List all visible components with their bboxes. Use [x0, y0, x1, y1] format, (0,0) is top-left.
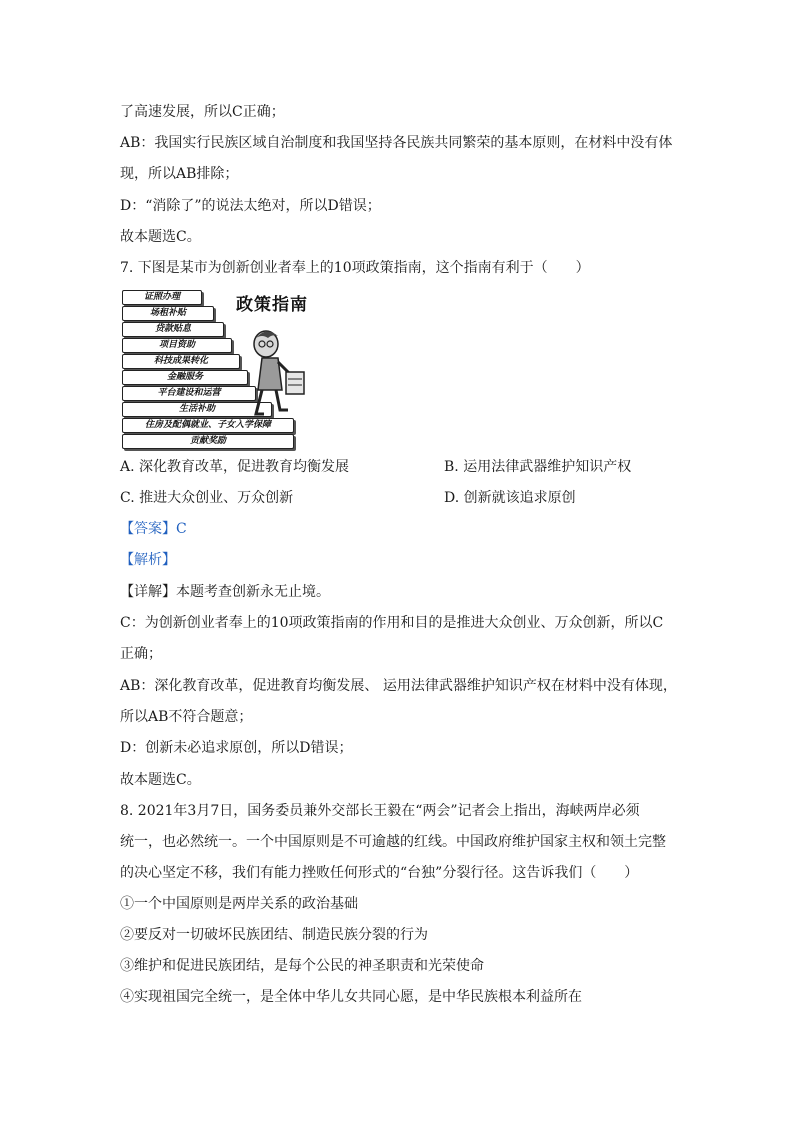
- policy-step: 科技成果转化: [122, 354, 240, 369]
- policy-step: 住房及配偶就业、子女入学保障: [122, 418, 294, 433]
- policy-step: 金融服务: [122, 370, 248, 385]
- analysis-line: 所以AB不符合题意；: [120, 709, 253, 725]
- answer-label: 【答案】C: [120, 521, 187, 537]
- policy-step: 平台建设和运营: [122, 386, 256, 401]
- option-b: B. 运用法律武器维护知识产权: [444, 459, 632, 475]
- analysis-line: 正确；: [120, 646, 162, 662]
- analysis-line: 故本题选C。: [120, 772, 201, 788]
- analysis-line: AB：深化教育改革，促进教育均衡发展、 运用法律武器维护知识产权在材料中没有体现，: [120, 678, 677, 694]
- statement-item: ③维护和促进民族团结，是每个公民的神圣职责和光荣使命: [120, 958, 484, 974]
- option-d: D. 创新就该追求原创: [444, 490, 576, 506]
- policy-step: 证照办理: [122, 290, 202, 305]
- policy-guide-figure: [118, 286, 328, 448]
- analysis-label: 【解析】: [120, 552, 176, 568]
- text-line: 了高速发展，所以C正确；: [120, 104, 285, 120]
- policy-step: 项目资助: [122, 338, 232, 353]
- figure-title: 政策指南: [236, 295, 308, 315]
- analysis-line: C：为创新创业者奉上的10项政策指南的作用和目的是推进大众创业、万众创新，所以C: [120, 615, 664, 631]
- policy-step: 贡献奖励: [122, 434, 294, 449]
- question-8-stem: 统一，也必然统一。一个中国原则是不可逾越的红线。中国政府维护国家主权和领土完整: [120, 834, 666, 850]
- analysis-line: D：创新未必追求原创，所以D错误；: [120, 740, 353, 756]
- statement-item: ①一个中国原则是两岸关系的政治基础: [120, 896, 358, 912]
- policy-step: 贷款贴息: [122, 322, 224, 337]
- analysis-line: 【详解】本题考查创新永无止境。: [120, 584, 330, 600]
- text-line: AB：我国实行民族区域自治制度和我国坚持各民族共同繁荣的基本原则，在材料中没有体: [120, 135, 673, 151]
- question-7-stem: 7. 下图是某市为创新创业者奉上的10项政策指南，这个指南有利于（ ）: [120, 260, 590, 276]
- statement-item: ②要反对一切破坏民族团结、制造民族分裂的行为: [120, 927, 428, 943]
- text-line: 现，所以AB排除；: [120, 166, 239, 182]
- question-8-stem: 8. 2021年3月7日，国务委员兼外交部长王毅在“两会”记者会上指出，海峡两岸必须: [120, 803, 640, 819]
- option-a: A. 深化教育改革，促进教育均衡发展: [120, 459, 350, 475]
- statement-item: ④实现祖国完全统一，是全体中华儿女共同心愿，是中华民族根本利益所在: [120, 989, 582, 1005]
- policy-step: 生活补助: [122, 402, 272, 417]
- text-line: 故本题选C。: [120, 229, 201, 245]
- climbing-person-illustration: [248, 324, 308, 424]
- policy-step: 场租补贴: [122, 306, 214, 321]
- question-8-stem: 的决心坚定不移，我们有能力挫败任何形式的“台独”分裂行径。这告诉我们（ ）: [120, 865, 639, 881]
- text-line: D：“消除了”的说法太绝对，所以D错误；: [120, 198, 381, 214]
- option-c: C. 推进大众创业、万众创新: [120, 490, 294, 506]
